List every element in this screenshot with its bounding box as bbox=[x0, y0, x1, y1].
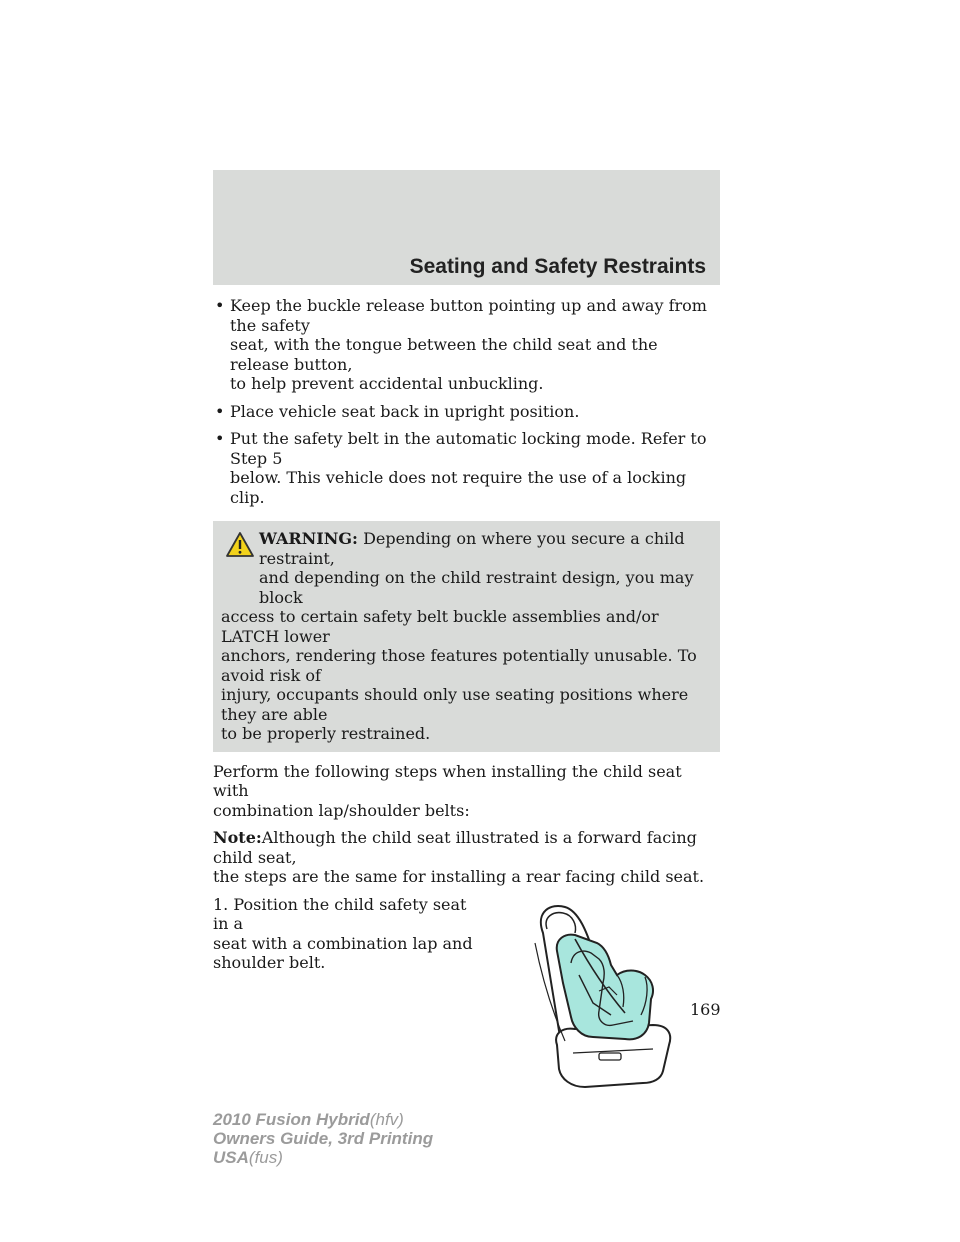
bullet-line: Keep the buckle release button pointing up and away from the safety bbox=[230, 296, 707, 335]
step-line: 1. Position the child safety seat in a bbox=[213, 894, 467, 933]
note-line: the steps are the same for installing a rear facing child seat. bbox=[213, 867, 705, 886]
warning-line: to be properly restrained. bbox=[221, 724, 431, 743]
note-lead: Note: bbox=[213, 828, 262, 847]
bullet-dot: • bbox=[215, 296, 225, 315]
perform-line: combination lap/shoulder belts: bbox=[213, 800, 470, 820]
warning-line: injury, occupants should only use seating positions where they are able bbox=[221, 685, 689, 724]
perform-paragraph bbox=[213, 762, 720, 821]
footer-line-model bbox=[213, 1110, 433, 1129]
footer-market-code: (fus) bbox=[248, 1148, 283, 1167]
bullet-line: Put the safety belt in the automatic locking mode. Refer to Step 5 bbox=[230, 429, 707, 468]
bullet-line: seat, with the tongue between the child seat and the release button, bbox=[230, 335, 658, 374]
step-line: seat with a combination lap and bbox=[213, 933, 473, 953]
bullet-line: to help prevent accidental unbuckling. bbox=[230, 374, 544, 393]
footer-line-market bbox=[213, 1148, 433, 1167]
bullet-line: Place vehicle seat back in upright position. bbox=[230, 401, 580, 421]
bullet-item bbox=[213, 402, 720, 422]
warning-line bbox=[221, 529, 712, 568]
note-paragraph bbox=[213, 828, 720, 887]
footer-model-code: (hfv) bbox=[369, 1110, 404, 1129]
bullet-item bbox=[213, 429, 720, 507]
warning-lead: WARNING: bbox=[259, 529, 358, 548]
warning-triangle-icon bbox=[225, 531, 255, 558]
bullet-line: below. This vehicle does not require the use of a locking clip. bbox=[230, 468, 687, 507]
footer bbox=[213, 1110, 433, 1167]
page-content bbox=[213, 296, 720, 1095]
warning-line: access to certain safety belt buckle assemblies and/or LATCH lower bbox=[221, 607, 659, 646]
section-title: Seating and Safety Restraints bbox=[409, 255, 706, 278]
header-band bbox=[213, 170, 720, 285]
warning-box bbox=[213, 521, 720, 752]
child-seat-illustration bbox=[513, 903, 673, 1088]
step-line: shoulder belt. bbox=[213, 953, 326, 972]
step-1-text bbox=[213, 895, 473, 973]
warning-text: Depending on where you secure a child restraint, bbox=[259, 529, 685, 568]
bullet-dot: • bbox=[215, 429, 225, 448]
page-number: 169 bbox=[690, 1000, 721, 1019]
bullet-dot: • bbox=[215, 401, 225, 421]
bullet-item bbox=[213, 296, 720, 394]
note-line: Although the child seat illustrated is a forward facing child seat, bbox=[213, 828, 697, 867]
warning-line: anchors, rendering those features potentially unusable. To avoid risk of bbox=[221, 646, 697, 685]
footer-market: USA bbox=[213, 1148, 249, 1167]
footer-model: 2010 Fusion Hybrid bbox=[213, 1110, 370, 1129]
perform-line: Perform the following steps when installing the child seat with bbox=[213, 761, 682, 800]
warning-line: and depending on the child restraint design, you may block bbox=[259, 568, 694, 607]
step-1 bbox=[213, 895, 720, 1095]
footer-guide: Owners Guide, 3rd Printing bbox=[213, 1129, 434, 1148]
